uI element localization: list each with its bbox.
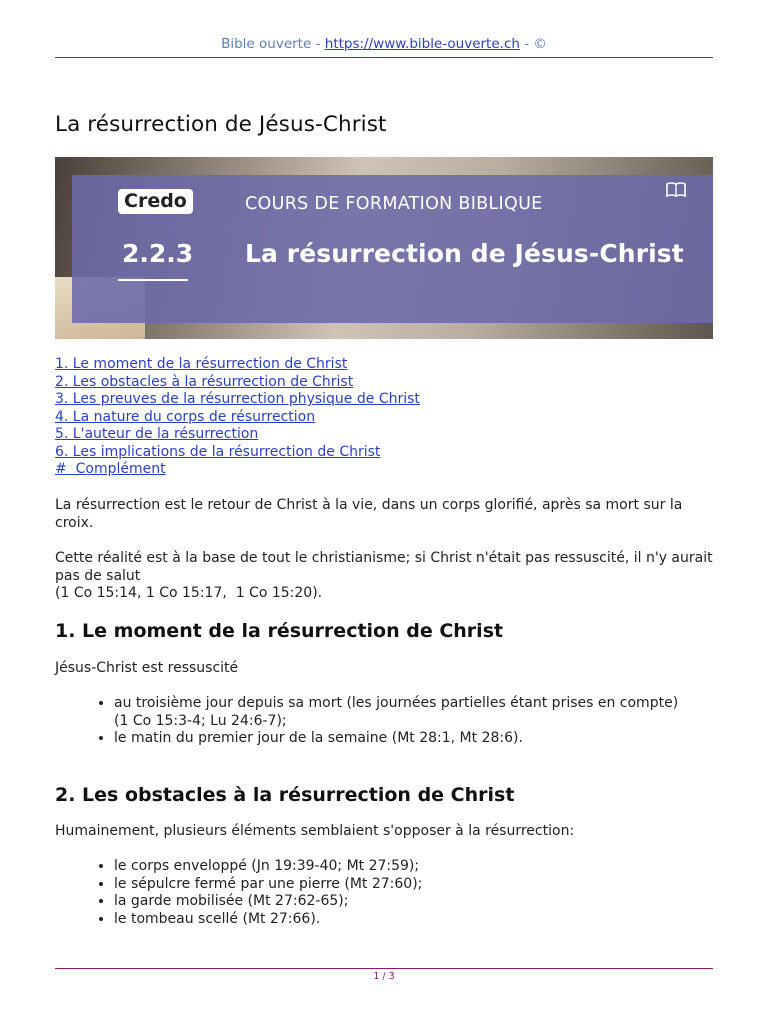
scripture-references: (1 Co 15:14, 1 Co 15:17, 1 Co 15:20).	[55, 585, 323, 601]
toc-link-preuves[interactable]: 3. Les preuves de la résurrection physique de Christ	[55, 391, 420, 407]
section-lead: Humainement, plusieurs éléments semblaient s'opposer à la résurrection:	[55, 823, 575, 839]
toc-item	[55, 444, 420, 462]
toc-link-auteur[interactable]: 5. L'auteur de la résurrection	[55, 426, 259, 442]
toc-item	[55, 409, 420, 427]
intro-paragraph: La résurrection est le retour de Christ à la vie, dans un corps glorifié, après sa mort sur la croix.	[55, 497, 683, 531]
list-item: • la garde mobilisée (Mt 27:62-65);	[114, 893, 714, 911]
bullet-list	[96, 695, 714, 748]
toc-link-implications[interactable]: 6. Les implications de la résurrection de Christ	[55, 443, 381, 460]
copyright-mark: ©	[533, 36, 547, 52]
header-separator: -	[311, 36, 325, 52]
page-title: La résurrection de Jésus-Christ	[55, 112, 387, 137]
table-of-contents	[55, 356, 420, 479]
bullet-list	[96, 858, 714, 928]
banner-number-underline	[118, 279, 188, 281]
header-divider	[55, 57, 713, 58]
banner-lesson-number: 2.2.3	[122, 239, 194, 268]
toc-item	[55, 374, 420, 392]
toc-item	[55, 356, 420, 374]
toc-item	[55, 461, 420, 479]
section-lead: Jésus-Christ est ressuscité	[55, 660, 239, 676]
list-item: • le matin du premier jour de la semaine (Mt 28:1, Mt 28:6).	[114, 730, 714, 748]
scripture-references: (1 Co 15:3-4; Lu 24:6-7);	[114, 712, 287, 729]
toc-link-nature[interactable]: 4. La nature du corps de résurrection	[55, 408, 316, 425]
toc-link-obstacles[interactable]: 2. Les obstacles à la résurrection de Christ	[55, 373, 354, 390]
list-item: • le sépulcre fermé par une pierre (Mt 27:60);	[114, 876, 714, 894]
intro-paragraph-2	[55, 550, 725, 603]
page-header	[0, 36, 768, 52]
course-banner	[55, 157, 713, 339]
list-item: • le tombeau scellé (Mt 27:66).	[114, 911, 714, 929]
banner-brand: Credo	[118, 189, 193, 214]
list-item	[114, 695, 714, 730]
footer-divider	[55, 968, 713, 969]
header-separator: -	[519, 36, 534, 52]
section-heading-1: 1. Le moment de la résurrection de Christ	[55, 620, 504, 642]
page-number: 1 / 3	[373, 971, 395, 982]
banner-title: La résurrection de Jésus-Christ	[245, 239, 684, 268]
list-item: • le corps enveloppé (Jn 19:39-40; Mt 27:59);	[114, 858, 714, 876]
open-book-icon	[665, 181, 687, 199]
list-item-text: au troisième jour depuis sa mort (les journées partielles étant prises en compte)	[114, 695, 679, 711]
banner-course-label: COURS DE FORMATION BIBLIQUE	[245, 194, 543, 214]
intro-text: Cette réalité est à la base de tout le christianisme; si Christ n'était pas ressuscité, il n'y aurait pas de salut	[55, 550, 713, 584]
toc-link-moment[interactable]: 1. Le moment de la résurrection de Christ	[55, 356, 348, 372]
toc-link-complement[interactable]: # Complément	[55, 461, 166, 477]
section-heading-2: 2. Les obstacles à la résurrection de Christ	[55, 784, 515, 806]
site-name: Bible ouverte	[221, 36, 312, 52]
toc-item	[55, 391, 420, 409]
toc-item	[55, 426, 420, 444]
site-url-link[interactable]: https://www.bible-ouverte.ch	[324, 36, 520, 52]
